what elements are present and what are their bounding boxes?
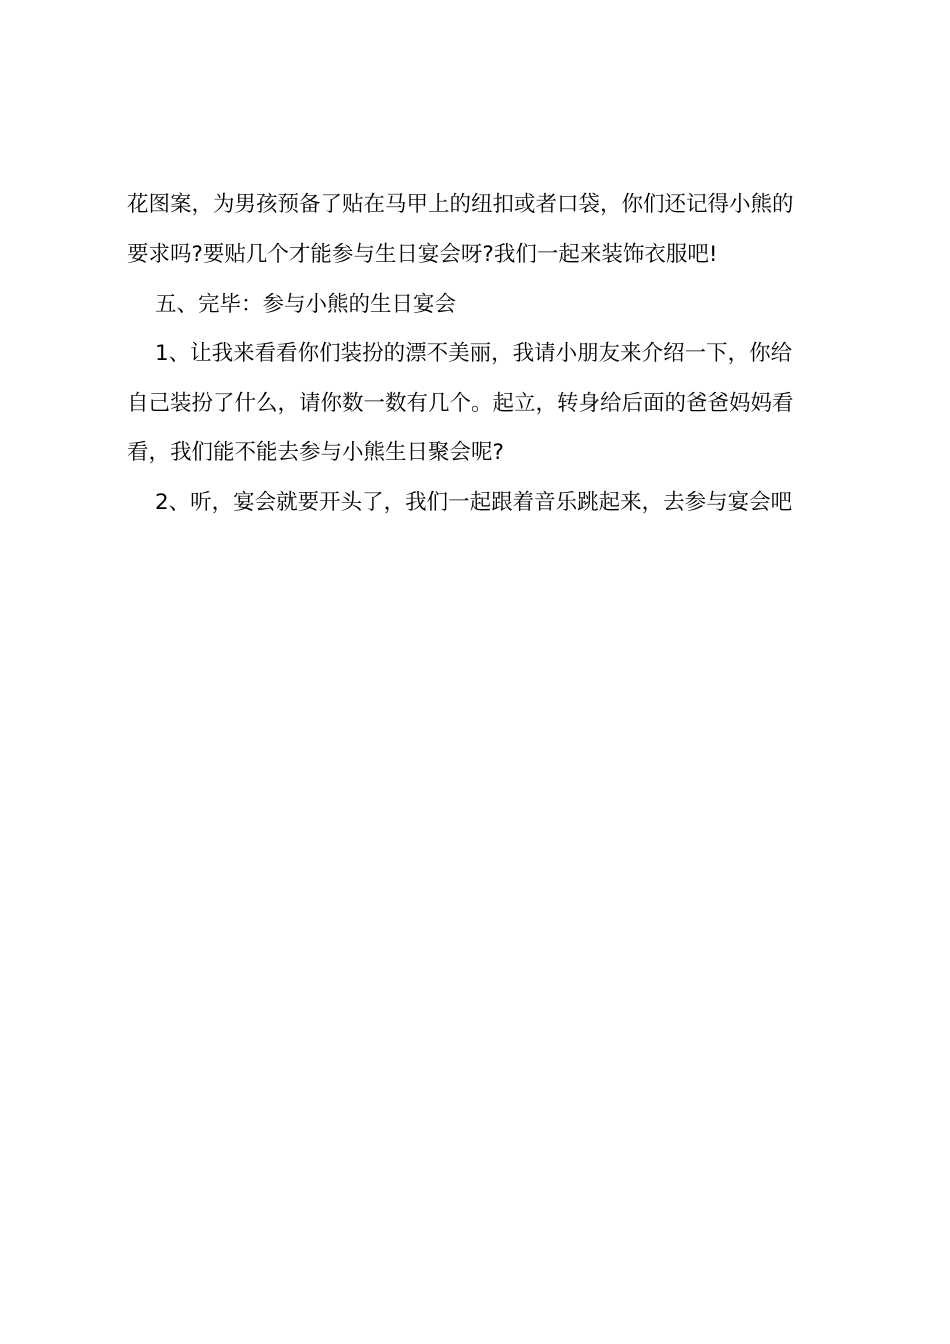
paragraph-line: 2、听，宴会就要开头了，我们一起跟着音乐跳起来，去参与宴会吧 (155, 490, 793, 515)
paragraph-line: 花图案，为男孩预备了贴在马甲上的纽扣或者口袋，你们还记得小熊的 (127, 192, 794, 217)
paragraph-line: 看，我们能不能去参与小熊生日聚会呢? (127, 440, 504, 465)
paragraph-line: 要求吗?要贴几个才能参与生日宴会呀?我们一起来装饰衣服吧! (127, 242, 718, 267)
paragraph-line: 自己装扮了什么，请你数一数有几个。起立，转身给后面的爸爸妈妈看 (127, 391, 794, 416)
paragraph-line: 1、让我来看看你们装扮的漂不美丽，我请小朋友来介绍一下，你给 (155, 341, 793, 366)
section-heading: 五、完毕：参与小熊的生日宴会 (155, 292, 457, 317)
